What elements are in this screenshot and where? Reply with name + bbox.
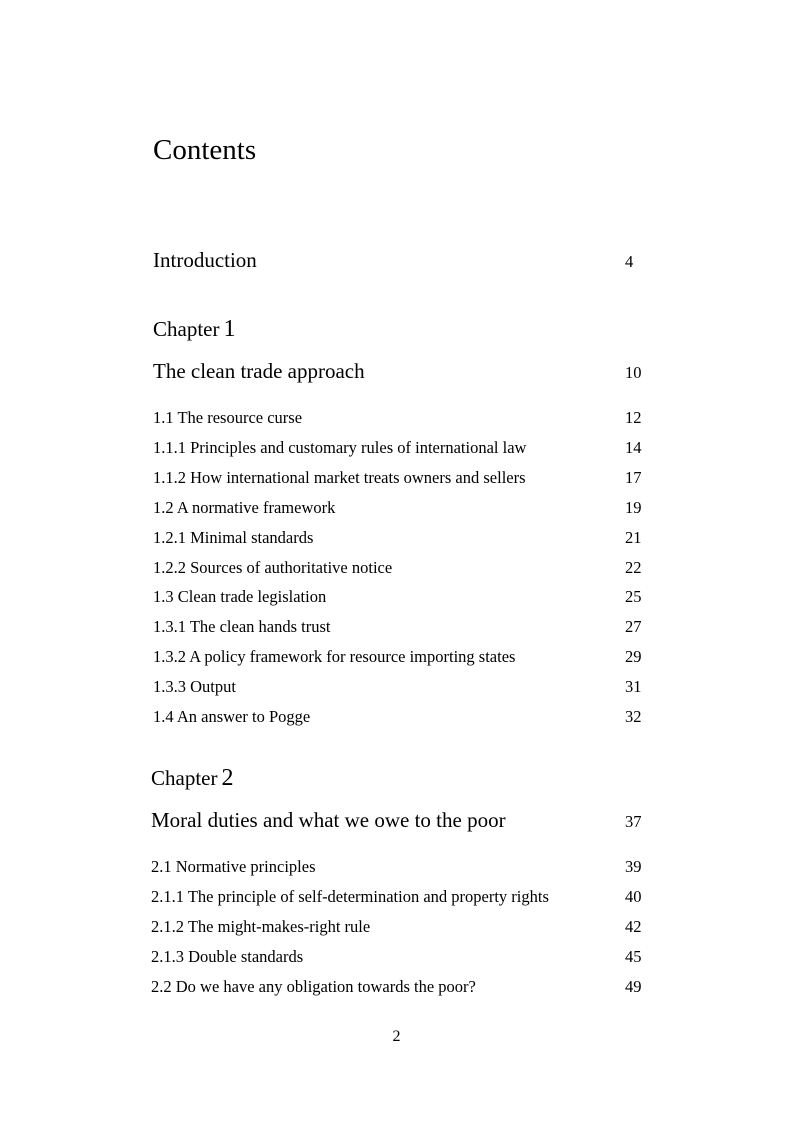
chapter-2-number: 2 — [221, 765, 234, 791]
toc-entry[interactable]: 1.2.2 Sources of authoritative notice — [153, 558, 393, 577]
chapter-1-word: Chapter — [153, 317, 220, 341]
toc-entry-page: 39 — [625, 857, 642, 876]
toc-entry-page: 49 — [625, 977, 642, 996]
page-title: Contents — [153, 134, 257, 166]
toc-entry-page: 22 — [625, 558, 642, 577]
chapter-2-label — [151, 765, 233, 792]
chapter-1-heading[interactable]: The clean trade approach — [153, 359, 365, 383]
toc-entry-page: 21 — [625, 528, 642, 547]
toc-entry[interactable]: 1.1 The resource curse — [153, 408, 303, 427]
toc-entry-page: 42 — [625, 917, 642, 936]
toc-entry[interactable]: 2.1.1 The principle of self-determination and property rights — [151, 887, 549, 906]
toc-entry[interactable]: 2.1 Normative principles — [151, 857, 316, 876]
toc-entry[interactable]: 1.2 A normative framework — [153, 498, 336, 517]
toc-entry[interactable]: 1.1.1 Principles and customary rules of international law — [153, 438, 527, 457]
toc-entry-page: 12 — [625, 408, 642, 427]
toc-entry-page: 45 — [625, 947, 642, 966]
toc-entry[interactable]: 1.3.2 A policy framework for resource importing states — [153, 647, 516, 666]
toc-entry-page: 17 — [625, 468, 642, 487]
toc-entry-page: 19 — [625, 498, 642, 517]
toc-entry[interactable]: 1.3.3 Output — [153, 677, 236, 696]
toc-introduction-label[interactable]: Introduction — [153, 248, 257, 272]
chapter-1-heading-page: 10 — [625, 363, 642, 382]
toc-entry-page: 29 — [625, 647, 642, 666]
toc-entry-page: 25 — [625, 587, 642, 606]
chapter-2-word: Chapter — [151, 766, 218, 790]
toc-entry[interactable]: 1.3.1 The clean hands trust — [153, 617, 331, 636]
toc-entry[interactable]: 1.4 An answer to Pogge — [153, 707, 311, 726]
toc-entry[interactable]: 2.2 Do we have any obligation towards the poor? — [151, 977, 476, 996]
chapter-1-label — [153, 316, 235, 343]
chapter-1-number: 1 — [223, 316, 236, 342]
toc-entry[interactable]: 1.1.2 How international market treats owners and sellers — [153, 468, 526, 487]
toc-entry-page: 27 — [625, 617, 642, 636]
toc-entry-page: 32 — [625, 707, 642, 726]
toc-entry[interactable]: 2.1.2 The might-makes-right rule — [151, 917, 371, 936]
footer-page-number: 2 — [392, 1028, 401, 1045]
toc-entry-page: 14 — [625, 438, 642, 457]
toc-entry-page: 40 — [625, 887, 642, 906]
chapter-2-heading[interactable]: Moral duties and what we owe to the poor — [151, 808, 506, 832]
toc-entry[interactable]: 1.3 Clean trade legislation — [153, 587, 327, 606]
toc-entry-page: 31 — [625, 677, 642, 696]
toc-entry[interactable]: 2.1.3 Double standards — [151, 947, 304, 966]
toc-introduction-page: 4 — [625, 252, 634, 271]
chapter-2-heading-page: 37 — [625, 812, 642, 831]
toc-entry[interactable]: 1.2.1 Minimal standards — [153, 528, 314, 547]
